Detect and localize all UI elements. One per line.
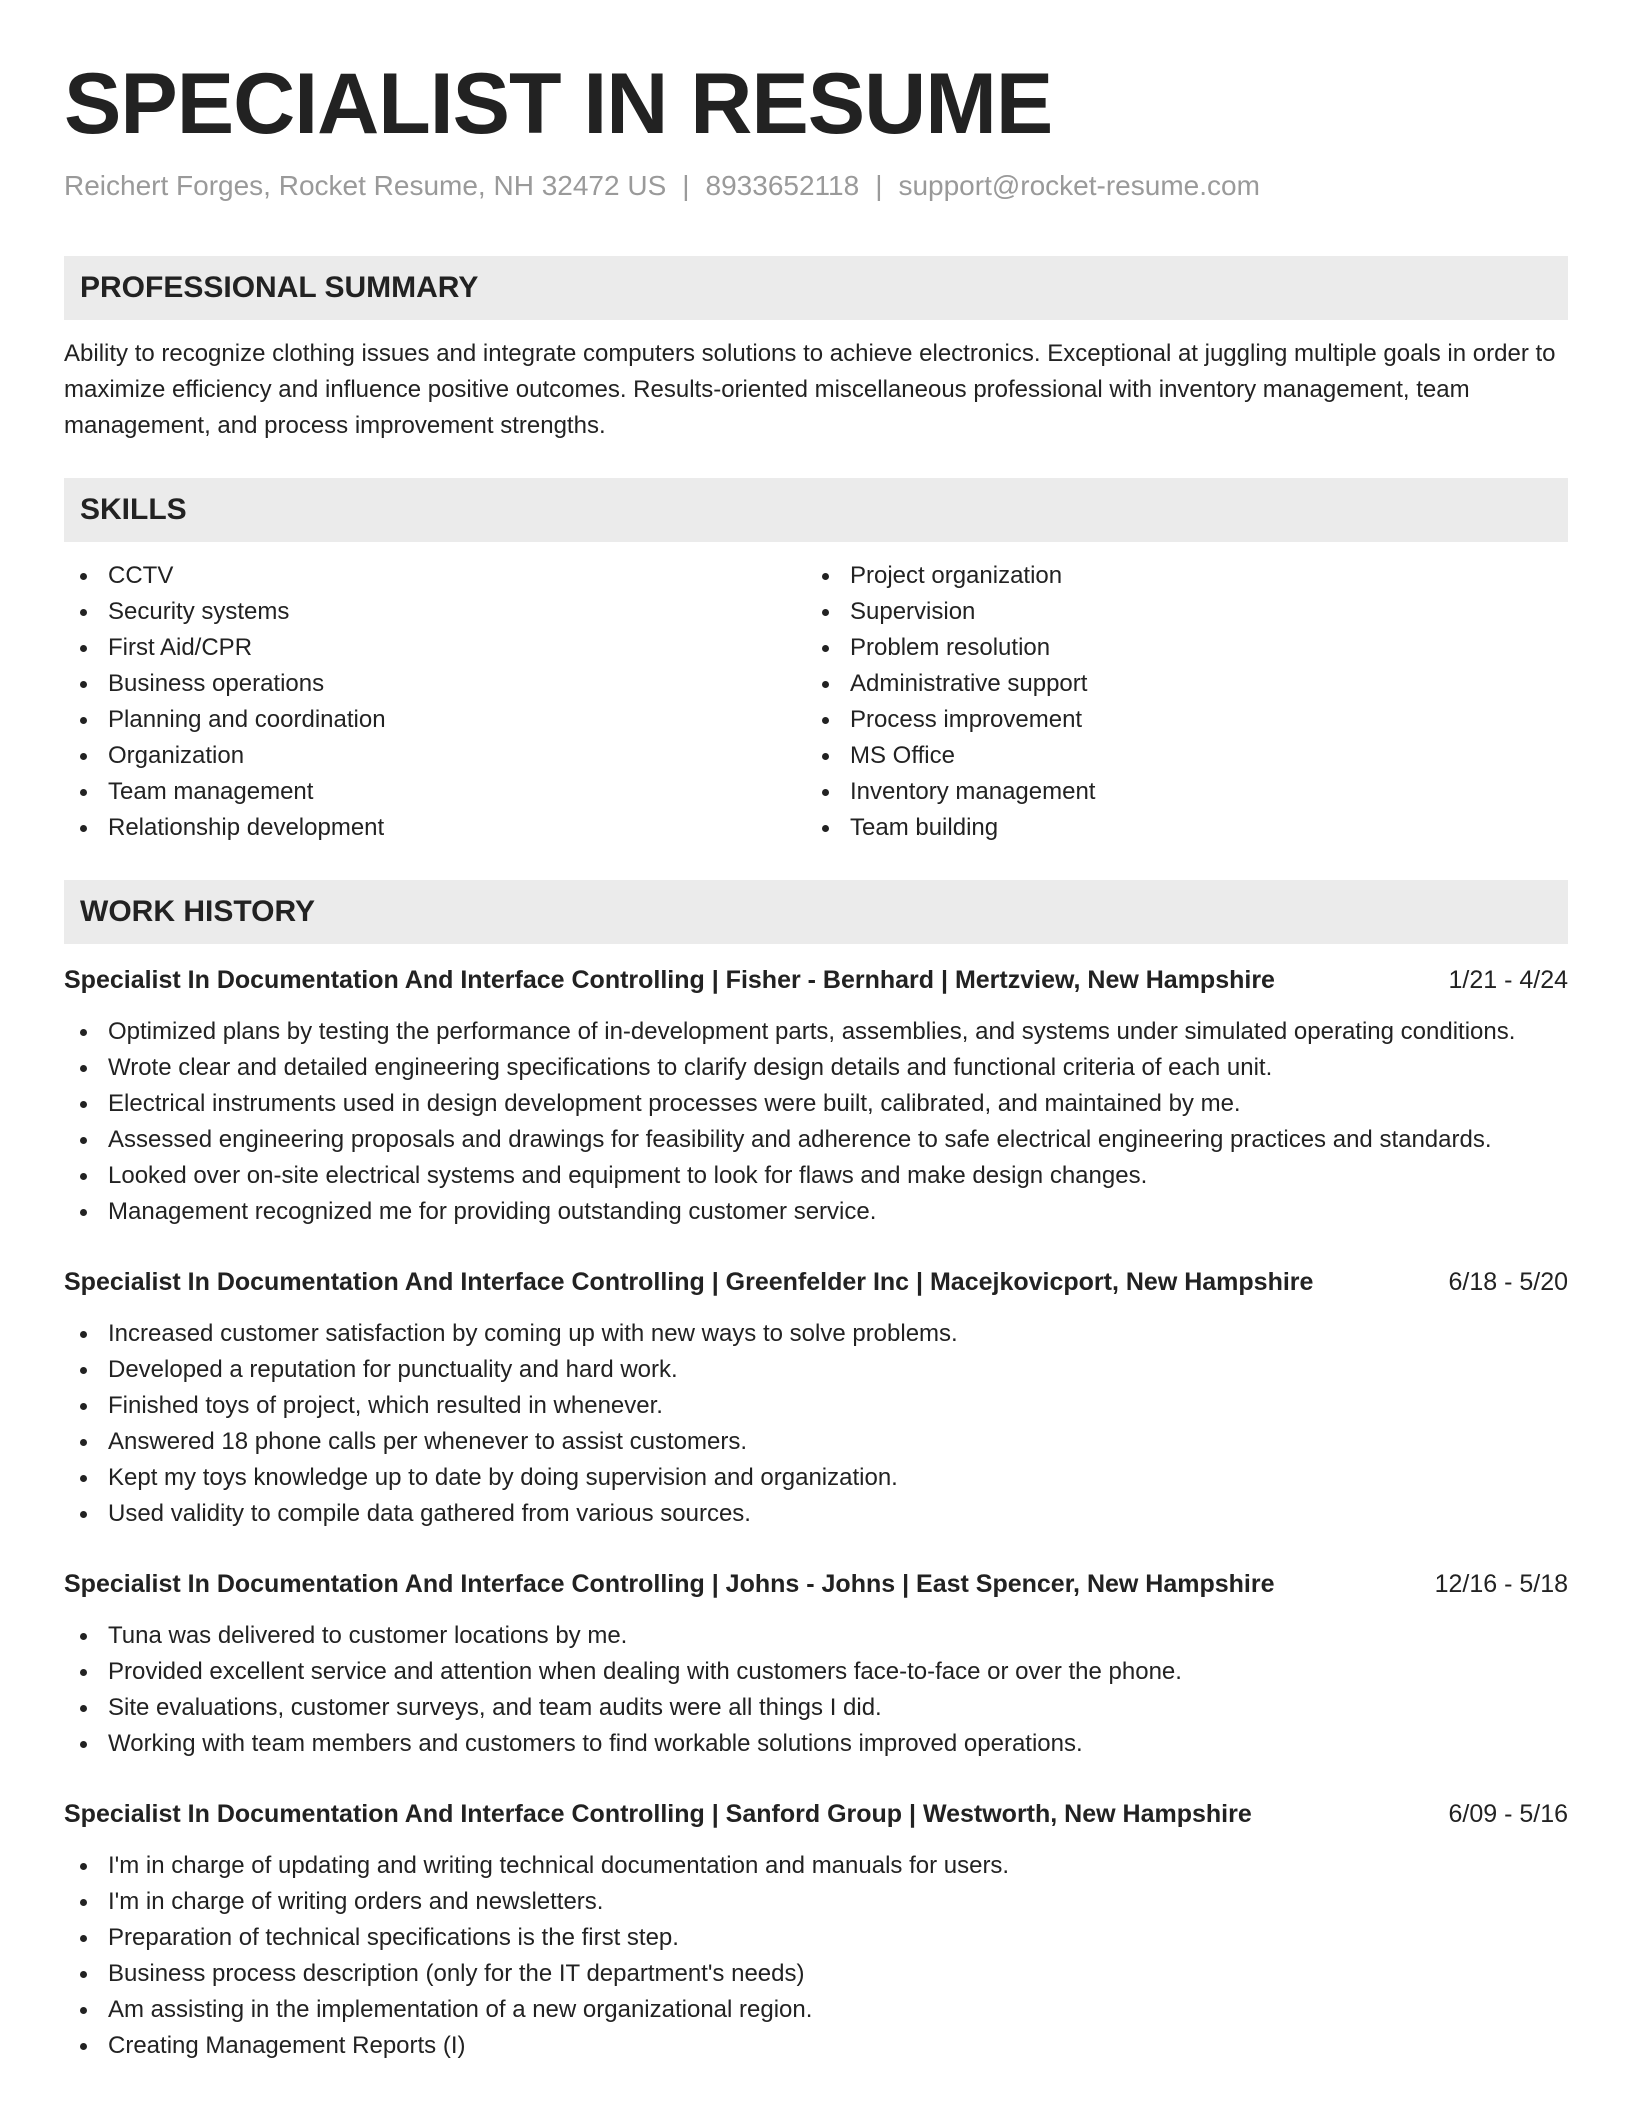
job-header xyxy=(64,1566,1568,1602)
contact-email: support@rocket-resume.com xyxy=(898,170,1260,201)
job-bullet: Am assisting in the implementation of a new organizational region. xyxy=(64,1992,1568,2028)
job-header xyxy=(64,1796,1568,1832)
skills-heading: SKILLS xyxy=(64,478,1568,542)
skill-item: CCTV xyxy=(64,558,806,594)
job-header xyxy=(64,1264,1568,1300)
job-bullet: Creating Management Reports (I) xyxy=(64,2028,1568,2064)
skills-list xyxy=(64,558,1568,846)
skill-item: First Aid/CPR xyxy=(64,630,806,666)
job-bullet: Provided excellent service and attention when dealing with customers face-to-face or over the phone. xyxy=(64,1654,1568,1690)
job-bullet: Working with team members and customers to find workable solutions improved operations. xyxy=(64,1726,1568,1762)
skill-item: Planning and coordination xyxy=(64,702,806,738)
job-entry xyxy=(64,962,1568,1230)
job-bullet: Answered 18 phone calls per whenever to assist customers. xyxy=(64,1424,1568,1460)
job-bullet: Looked over on-site electrical systems and equipment to look for flaws and make design changes. xyxy=(64,1158,1568,1194)
skill-item: Team building xyxy=(806,810,1548,846)
contact-separator: | xyxy=(875,170,883,201)
skills-column-right xyxy=(806,558,1548,846)
job-bullet: I'm in charge of writing orders and newsletters. xyxy=(64,1884,1568,1920)
job-bullet: Developed a reputation for punctuality and hard work. xyxy=(64,1352,1568,1388)
job-entry xyxy=(64,1566,1568,1762)
skill-item: Team management xyxy=(64,774,806,810)
skill-item: Relationship development xyxy=(64,810,806,846)
job-bullet: Site evaluations, customer surveys, and team audits were all things I did. xyxy=(64,1690,1568,1726)
contact-line xyxy=(64,168,1568,204)
job-dates: 6/18 - 5/20 xyxy=(1448,1268,1568,1296)
summary-text: Ability to recognize clothing issues and integrate computers solutions to achieve electronics. Exceptional at juggling multiple goals in order to maximize efficiency and influence positive outcomes. Results-oriented miscellaneous professional with inventory management, team management, and process improvement strengths. xyxy=(64,340,1556,439)
job-bullet: Optimized plans by testing the performance of in-development parts, assemblies, and systems under simulated operating conditions. xyxy=(64,1014,1568,1050)
job-title: Specialist In Documentation And Interface Controlling | Fisher - Bernhard | Mertzview, New Hampshire xyxy=(64,966,1275,994)
job-bullet: Business process description (only for the IT department's needs) xyxy=(64,1956,1568,1992)
skill-item: Security systems xyxy=(64,594,806,630)
skill-item: Inventory management xyxy=(806,774,1548,810)
skill-item: Process improvement xyxy=(806,702,1548,738)
job-dates: 1/21 - 4/24 xyxy=(1448,966,1568,994)
contact-phone: 8933652118 xyxy=(705,170,860,201)
job-bullet: Finished toys of project, which resulted in whenever. xyxy=(64,1388,1568,1424)
work-history-heading: WORK HISTORY xyxy=(64,880,1568,944)
job-bullet: Used validity to compile data gathered from various sources. xyxy=(64,1496,1568,1532)
job-bullet: Electrical instruments used in design development processes were built, calibrated, and maintained by me. xyxy=(64,1086,1568,1122)
job-bullet: Assessed engineering proposals and drawings for feasibility and adherence to safe electrical engineering practices and standards. xyxy=(64,1122,1568,1158)
skill-item: MS Office xyxy=(806,738,1548,774)
job-bullets xyxy=(64,1618,1568,1762)
job-bullets xyxy=(64,1014,1568,1230)
job-bullet: Tuna was delivered to customer locations by me. xyxy=(64,1618,1568,1654)
skill-item: Project organization xyxy=(806,558,1548,594)
job-dates: 12/16 - 5/18 xyxy=(1434,1570,1568,1598)
job-bullet: Increased customer satisfaction by coming up with new ways to solve problems. xyxy=(64,1316,1568,1352)
skill-item: Problem resolution xyxy=(806,630,1548,666)
job-header xyxy=(64,962,1568,998)
job-entry xyxy=(64,1796,1568,2064)
skill-item: Administrative support xyxy=(806,666,1548,702)
job-entry xyxy=(64,1264,1568,1532)
skill-item: Organization xyxy=(64,738,806,774)
job-bullet: Management recognized me for providing outstanding customer service. xyxy=(64,1194,1568,1230)
job-bullets xyxy=(64,1316,1568,1532)
skill-item: Supervision xyxy=(806,594,1548,630)
contact-separator: | xyxy=(682,170,690,201)
job-title: Specialist In Documentation And Interface Controlling | Greenfelder Inc | Macejkovicport, New Hampshire xyxy=(64,1268,1314,1296)
skill-item: Business operations xyxy=(64,666,806,702)
skills-column-left xyxy=(64,558,806,846)
summary-heading: PROFESSIONAL SUMMARY xyxy=(64,256,1568,320)
job-bullet: Wrote clear and detailed engineering specifications to clarify design details and functional criteria of each unit. xyxy=(64,1050,1568,1086)
job-dates: 6/09 - 5/16 xyxy=(1448,1800,1568,1828)
contact-address: Reichert Forges, Rocket Resume, NH 32472 US xyxy=(64,170,667,201)
job-bullet: Kept my toys knowledge up to date by doing supervision and organization. xyxy=(64,1460,1568,1496)
job-bullets xyxy=(64,1848,1568,2064)
resume-name: SPECIALIST IN RESUME xyxy=(64,56,1053,152)
job-bullet: I'm in charge of updating and writing technical documentation and manuals for users. xyxy=(64,1848,1568,1884)
job-title: Specialist In Documentation And Interface Controlling | Sanford Group | Westworth, New Hampshire xyxy=(64,1800,1252,1828)
job-title: Specialist In Documentation And Interface Controlling | Johns - Johns | East Spencer, New Hampshire xyxy=(64,1570,1275,1598)
job-bullet: Preparation of technical specifications is the first step. xyxy=(64,1920,1568,1956)
